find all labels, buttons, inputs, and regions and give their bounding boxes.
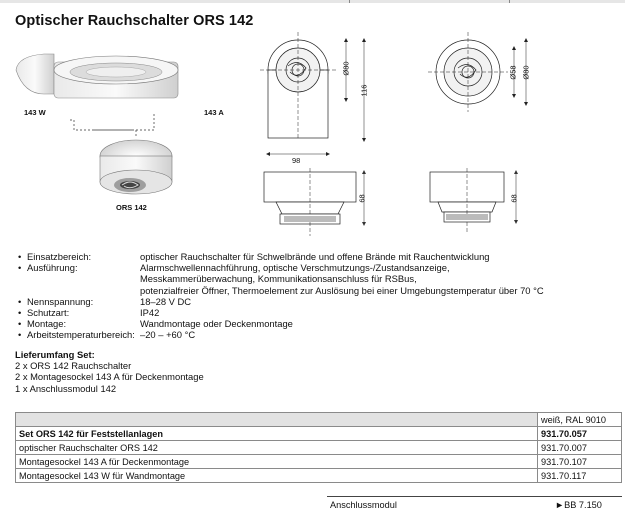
spec-value: optischer Rauchschalter für Schwelbrände und offene Brände mit Rauchentwicklung bbox=[140, 251, 490, 262]
row-article-number: 931.70.057 bbox=[538, 427, 622, 441]
delivery-item: 2 x ORS 142 Rauchschalter bbox=[15, 360, 132, 372]
spec-key: Ausführung: bbox=[27, 262, 78, 274]
label-143a: 143 A bbox=[204, 108, 224, 117]
spec-value: potenzialfreier Öffner, Thermoelement zur Auslösung bei einer Umgebungstemperatur über 70 °C bbox=[140, 284, 544, 296]
footer-label: Anschlussmodul bbox=[330, 500, 397, 510]
spec-list bbox=[18, 251, 618, 341]
spec-key: Arbeitstemperaturbereich: bbox=[27, 329, 135, 341]
delivery-title: Lieferumfang Set: bbox=[15, 349, 95, 360]
spec-row: • Schutzart: IP42 bbox=[18, 307, 618, 318]
dim-diameter-80-top: Ø80 bbox=[521, 65, 531, 80]
label-143w: 143 W bbox=[24, 108, 46, 117]
table-row bbox=[16, 427, 622, 441]
spec-value: Alarmschwellennachführung, optische Verschmutzungs-/Zustandsanzeige, bbox=[140, 262, 450, 274]
spec-key: Schutzart: bbox=[27, 307, 70, 319]
spec-key: Nennspannung: bbox=[27, 295, 94, 307]
spec-row: • Ausführung: Alarmschwellennachführung, optische Verschmutzungs-/Zustandsanzeige, Messkammerüberwachung, Kommunikationsanschluss für RSBus, potenzialfreier Öffner, Thermoelement zur Auslösung bei einer Umgebungstemperatur über 70 °C bbox=[18, 262, 618, 296]
row-label: Montagesockel 143 A für Deckenmontage bbox=[16, 455, 538, 469]
spec-value: 18–28 V DC bbox=[140, 295, 192, 307]
dim-height-68-side: 68 bbox=[357, 194, 367, 203]
dim-width-98: 98 bbox=[292, 156, 301, 165]
spec-value: –20 – +60 °C bbox=[140, 329, 196, 341]
table-row bbox=[16, 455, 622, 469]
row-label: Montagesockel 143 W für Wandmontage bbox=[16, 469, 538, 483]
product-illustration bbox=[14, 48, 229, 218]
spec-row: • Arbeitstemperaturbereich: –20 – +60 °C bbox=[18, 329, 618, 340]
delivery-item: 1 x Anschlussmodul 142 bbox=[15, 382, 117, 394]
footer-reference-link[interactable]: ►BB 7.150 bbox=[555, 500, 602, 510]
row-article-number: 931.70.007 bbox=[538, 441, 622, 455]
strip-divider bbox=[509, 0, 510, 3]
spec-row: • Nennspannung: 18–28 V DC bbox=[18, 296, 618, 307]
spec-value: Wandmontage oder Deckenmontage bbox=[140, 318, 293, 330]
row-label: optischer Rauchschalter ORS 142 bbox=[16, 441, 538, 455]
spec-key: Einsatzbereich: bbox=[27, 251, 92, 262]
drawing-top-view bbox=[426, 28, 536, 118]
spec-row: • Montage: Wandmontage oder Deckenmontage bbox=[18, 318, 618, 329]
dim-height-68-detector: 68 bbox=[509, 194, 519, 203]
row-article-number: 931.70.107 bbox=[538, 455, 622, 469]
order-table bbox=[15, 412, 622, 483]
table-header-blank bbox=[16, 413, 538, 427]
dim-height-116: 116 bbox=[359, 84, 369, 97]
table-header-row bbox=[16, 413, 622, 427]
footer-rule bbox=[327, 496, 622, 497]
column-header-color: weiß, RAL 9010 bbox=[538, 413, 622, 427]
table-row bbox=[16, 469, 622, 483]
table-row bbox=[16, 441, 622, 455]
spec-value: IP42 bbox=[140, 307, 160, 319]
delivery-item: 2 x Montagesockel 143 A für Deckenmontage bbox=[15, 371, 204, 383]
drawing-ceiling-side bbox=[258, 168, 378, 238]
row-label: Set ORS 142 für Feststellanlagen bbox=[16, 427, 538, 441]
row-article-number: 931.70.117 bbox=[538, 469, 622, 483]
strip-divider bbox=[349, 0, 350, 3]
delivery-scope bbox=[15, 349, 204, 394]
spec-value: Messkammerüberwachung, Kommunikationsanschluss für RSBus, bbox=[140, 273, 417, 285]
drawing-wall-mount bbox=[258, 28, 378, 168]
page-top-strip bbox=[0, 0, 625, 3]
spec-key: Montage: bbox=[27, 318, 67, 330]
label-ors142: ORS 142 bbox=[116, 203, 147, 212]
dim-diameter-58: Ø58 bbox=[508, 65, 518, 80]
dim-diameter-80: Ø80 bbox=[341, 61, 351, 76]
spec-row: • Einsatzbereich: optischer Rauchschalter für Schwelbrände und offene Brände mit Rauchentwicklung bbox=[18, 251, 618, 262]
page-title: Optischer Rauchschalter ORS 142 bbox=[15, 13, 254, 29]
drawing-detector-side bbox=[426, 168, 536, 238]
